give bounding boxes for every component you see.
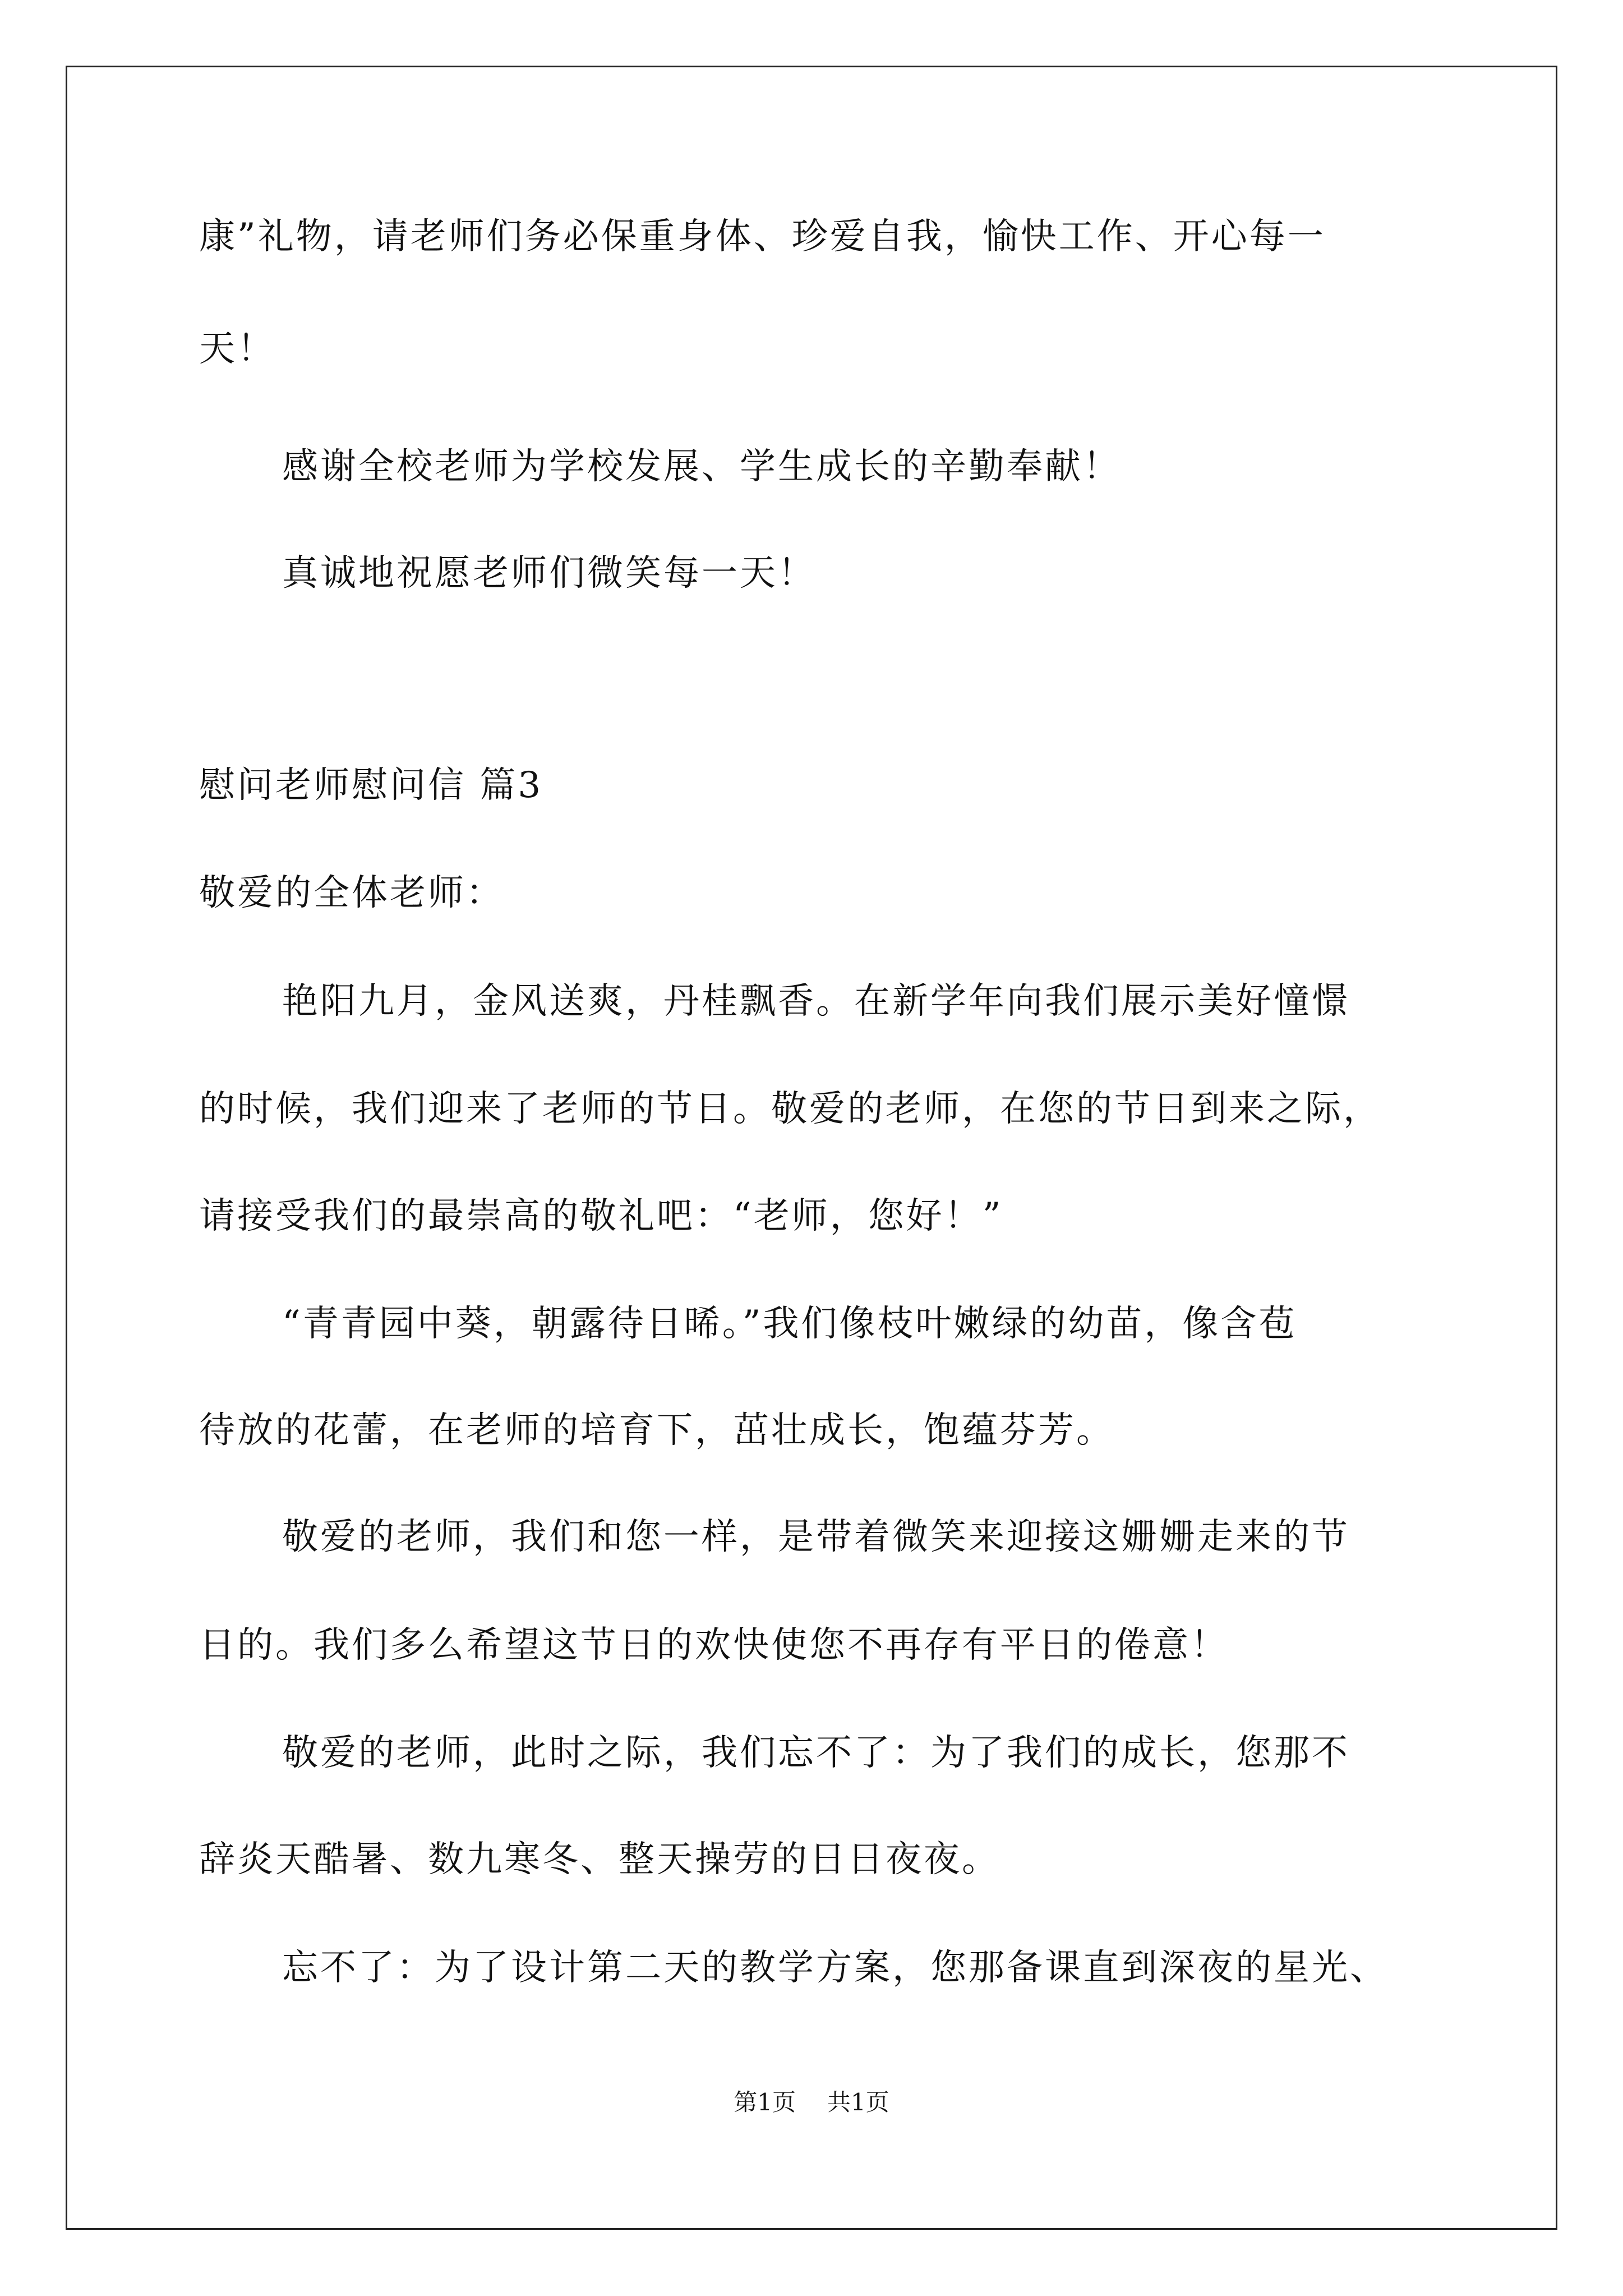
text-line: 请接受我们的最崇高的敬礼吧：“老师，您好！” xyxy=(199,1195,1003,1237)
text-line: 敬爱的老师，此时之际，我们忘不了：为了我们的成长，您那不 xyxy=(282,1732,1350,1774)
text-line: 天！ xyxy=(199,328,275,370)
text-line: 真诚地祝愿老师们微笑每一天！ xyxy=(282,553,816,594)
page-number: 第1页 xyxy=(734,2088,796,2116)
text-line: 日的。我们多么希望这节日的欢快使您不再存有平日的倦意！ xyxy=(199,1625,1229,1666)
text-line: 艳阳九月，金风送爽，丹桂飘香。在新学年向我们展示美好憧憬 xyxy=(282,981,1350,1022)
text-line: 的时候，我们迎来了老师的节日。敬爱的老师，在您的节日到来之际， xyxy=(199,1088,1381,1130)
text-line: 辞炎天酷暑、数九寒冬、整天操劳的日日夜夜。 xyxy=(199,1839,1000,1880)
page-footer xyxy=(0,2086,1623,2119)
text-line: “青青园中葵，朝露待日晞。”我们像枝叶嫩绿的幼苗，像含苞 xyxy=(282,1303,1297,1345)
page-total: 共1页 xyxy=(827,2088,889,2116)
section-heading: 慰问老师慰问信 篇3 xyxy=(199,765,543,806)
text-line: 忘不了：为了设计第二天的教学方案，您那备课直到深夜的星光、 xyxy=(282,1947,1388,1989)
text-line: 敬爱的老师，我们和您一样，是带着微笑来迎接这姗姗走来的节 xyxy=(282,1516,1350,1558)
page-border xyxy=(66,66,1557,2230)
salutation: 敬爱的全体老师： xyxy=(199,872,504,914)
text-line: 感谢全校老师为学校发展、学生成长的辛勤奉献！ xyxy=(282,446,1121,487)
text-line: 康”礼物，请老师们务必保重身体、珍爱自我，愉快工作、开心每一 xyxy=(199,216,1326,257)
text-line: 待放的花蕾，在老师的培育下，茁壮成长，饱蕴芬芳。 xyxy=(199,1410,1114,1451)
